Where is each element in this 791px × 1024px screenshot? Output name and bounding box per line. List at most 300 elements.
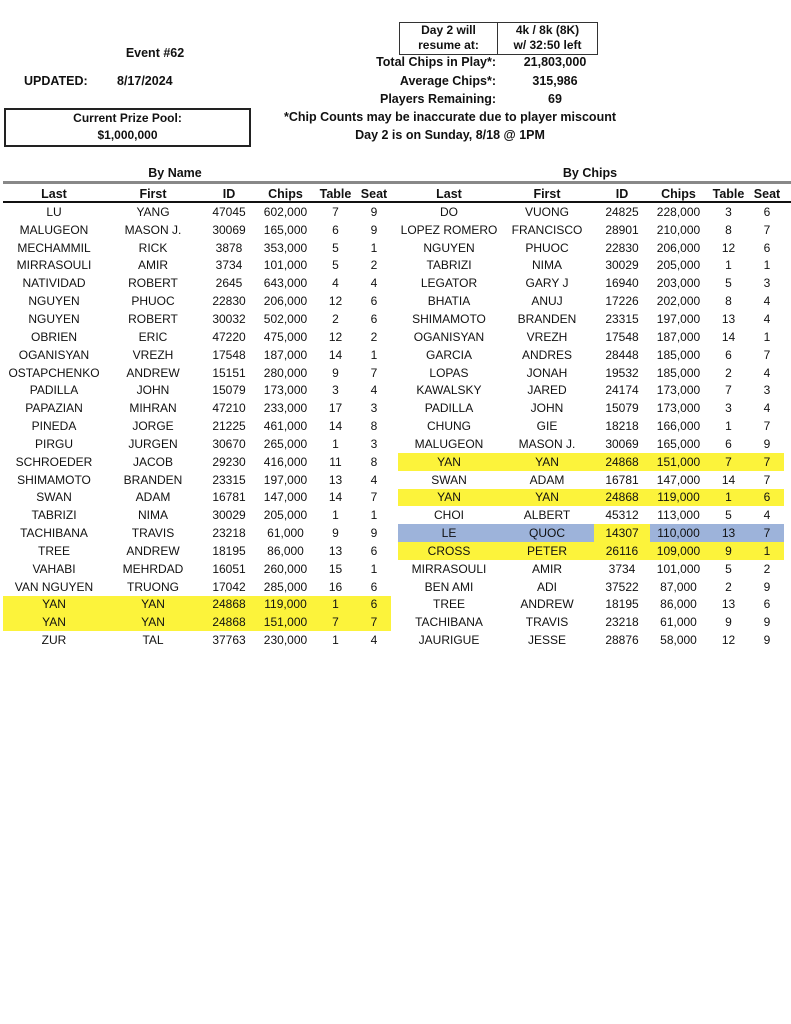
cell-id: 45312 (605, 508, 639, 523)
cell-seat: 1 (370, 240, 378, 255)
stat-players-remaining (280, 92, 620, 110)
cell-id: 3878 (215, 240, 243, 255)
table-row (3, 381, 391, 399)
cell-last: BEN AMI (424, 579, 474, 594)
cell-first: BRANDEN (517, 311, 577, 326)
cell-id: 30032 (212, 311, 246, 326)
stat-value: 69 (548, 92, 562, 106)
cell-table: 5 (725, 561, 732, 576)
cell-seat: 4 (763, 311, 771, 326)
cell-last: TABRIZI (426, 258, 472, 273)
cell-chips: 87,000 (660, 579, 697, 594)
cell-id: 47045 (212, 204, 246, 219)
cell-table: 3 (725, 204, 732, 219)
cell-first: JOHN (136, 383, 170, 398)
col-first: First (139, 186, 167, 201)
cell-table: 2 (725, 579, 732, 594)
cell-chips: 197,000 (263, 472, 308, 487)
cell-seat: 9 (763, 436, 771, 451)
cell-table: 12 (328, 329, 343, 344)
table-row (398, 578, 784, 596)
cell-table: 7 (332, 204, 339, 219)
cell-first: ADAM (529, 472, 565, 487)
cell-chips: 502,000 (263, 311, 308, 326)
cell-chips: 151,000 (257, 613, 314, 631)
stat-total-chips (280, 55, 620, 73)
cell-table: 15 (328, 561, 343, 576)
cell-chips: 197,000 (656, 311, 701, 326)
cell-chips: 233,000 (263, 401, 308, 416)
cell-last: LOPAS (429, 365, 469, 380)
stat-average-chips (280, 74, 620, 92)
cell-seat: 1 (370, 347, 378, 362)
cell-id: 3734 (215, 258, 243, 273)
cell-chips: 165,000 (656, 436, 701, 451)
cell-id: 24868 (201, 596, 257, 614)
cell-seat: 7 (750, 524, 784, 542)
cell-table: 9 (332, 365, 339, 380)
col-seat: Seat (753, 186, 781, 201)
cell-table: 17 (328, 401, 343, 416)
miscount-note: *Chip Counts may be inaccurate due to player miscount (283, 110, 616, 124)
cell-id: 14307 (594, 524, 650, 542)
cell-seat: 7 (370, 490, 378, 505)
cell-id: 2645 (215, 276, 243, 291)
col-table: Table (712, 186, 745, 201)
table-row (398, 631, 784, 649)
table-row (3, 435, 391, 453)
cell-table: 3 (725, 401, 732, 416)
cell-chips: 285,000 (263, 579, 308, 594)
cell-first: VREZH (132, 347, 174, 362)
cell-chips: 147,000 (263, 490, 308, 505)
cell-last: LEGATOR (420, 276, 478, 291)
cell-chips: 86,000 (660, 597, 697, 612)
cell-chips: 187,000 (656, 329, 701, 344)
table-row (398, 364, 784, 382)
cell-seat: 4 (370, 276, 378, 291)
cell-id: 37522 (605, 579, 639, 594)
cell-seat: 4 (763, 401, 771, 416)
cell-first: ADI (536, 579, 557, 594)
cell-table: 4 (332, 276, 339, 291)
cell-first: ANDREW (126, 543, 180, 558)
cell-last: LE (398, 524, 500, 542)
table-row (398, 292, 784, 310)
cell-first: MIHRAN (129, 401, 177, 416)
cell-id: 18195 (212, 543, 246, 558)
cell-first: YAN (500, 453, 594, 471)
table-row (398, 221, 784, 239)
cell-seat: 3 (763, 383, 771, 398)
cell-first: QUOC (500, 524, 594, 542)
cell-last: JAURIGUE (418, 633, 480, 648)
cell-last: LU (46, 204, 62, 219)
cell-chips: 280,000 (263, 365, 308, 380)
cell-seat: 1 (370, 508, 378, 523)
cell-table: 13 (707, 524, 750, 542)
table-row (3, 524, 391, 542)
cell-id: 16940 (605, 276, 639, 291)
cell-seat: 1 (370, 561, 378, 576)
table-row (3, 417, 391, 435)
cell-first: FRANCISCO (511, 222, 583, 237)
cell-seat: 2 (370, 258, 378, 273)
cell-id: 15079 (605, 401, 639, 416)
cell-table: 11 (329, 454, 342, 469)
cell-seat: 9 (370, 222, 378, 237)
cell-seat: 7 (357, 613, 391, 631)
cell-table: 16 (328, 579, 343, 594)
table-row (398, 328, 784, 346)
cell-id: 28901 (605, 222, 639, 237)
table-row (3, 364, 391, 382)
resume-value-line2: w/ 32:50 left (513, 38, 582, 52)
cell-last: YAN (398, 453, 500, 471)
cell-first: JOHN (530, 401, 564, 416)
cell-table: 14 (721, 329, 736, 344)
cell-last: DO (440, 204, 458, 219)
cell-last: SHIMAMOTO (17, 472, 91, 487)
cell-seat: 6 (763, 240, 771, 255)
cell-chips: 602,000 (263, 204, 308, 219)
cell-table: 2 (332, 311, 339, 326)
cell-last: NATIVIDAD (22, 276, 86, 291)
cell-id: 24868 (594, 489, 650, 507)
cell-id: 24825 (605, 204, 639, 219)
cell-first: TAL (142, 633, 164, 648)
cell-first: NIMA (138, 508, 168, 523)
cell-last: YAN (398, 489, 500, 507)
table-row (3, 203, 391, 221)
cell-first: ALBERT (523, 508, 571, 523)
cell-last: SWAN (36, 490, 72, 505)
table-row (3, 310, 391, 328)
cell-first: JESSE (527, 633, 566, 648)
cell-chips: 205,000 (263, 508, 308, 523)
cell-chips: 61,000 (267, 526, 304, 541)
cell-id: 16051 (212, 561, 246, 576)
cell-last: SWAN (431, 472, 467, 487)
cell-table: 12 (721, 240, 736, 255)
table-row (3, 489, 391, 507)
stat-label: Average Chips*: (399, 74, 496, 88)
cell-chips: 173,000 (263, 383, 308, 398)
cell-id: 22830 (212, 294, 246, 309)
cell-id: 47220 (212, 329, 246, 344)
cell-chips: 113,000 (657, 508, 700, 523)
cell-first: MASON J. (124, 222, 182, 237)
cell-chips: 187,000 (263, 347, 308, 362)
cell-id: 16781 (212, 490, 246, 505)
cell-first: GIE (536, 419, 558, 434)
cell-last: OGANISYAN (413, 329, 485, 344)
cell-seat: 6 (370, 579, 378, 594)
cell-id: 22830 (605, 240, 639, 255)
table-row (398, 542, 784, 560)
cell-first: VUONG (524, 204, 569, 219)
cell-last: PADILLA (29, 383, 79, 398)
resume-label-line1: Day 2 will (421, 23, 476, 37)
cell-last: PIRGU (34, 436, 73, 451)
cell-seat: 7 (763, 419, 771, 434)
cell-last: ZUR (41, 633, 67, 648)
updated-date: 8/17/2024 (117, 74, 173, 88)
cell-last: GARCIA (425, 347, 472, 362)
cell-table: 1 (332, 633, 339, 648)
by-chips-table (398, 184, 784, 649)
cell-id: 15151 (212, 365, 246, 380)
cell-seat: 7 (763, 347, 771, 362)
cell-table: 7 (725, 383, 732, 398)
cell-chips: 228,000 (656, 204, 701, 219)
updated-label: UPDATED: (24, 74, 88, 88)
cell-id: 17548 (212, 347, 246, 362)
cell-last: OGANISYAN (18, 347, 90, 362)
table-row (3, 274, 391, 292)
cell-chips: 151,000 (650, 453, 707, 471)
cell-first: MASON J. (518, 436, 576, 451)
cell-chips: 166,000 (656, 419, 701, 434)
cell-seat: 8 (370, 454, 378, 469)
cell-table: 14 (721, 472, 736, 487)
cell-id: 28448 (605, 347, 639, 362)
cell-last: SHIMAMOTO (412, 311, 486, 326)
by-name-title: By Name (148, 166, 202, 180)
cell-table: 6 (725, 347, 732, 362)
cell-last: CHOI (434, 508, 464, 523)
table-row (3, 399, 391, 417)
col-last: Last (436, 186, 462, 201)
col-seat: Seat (360, 186, 388, 201)
cell-seat: 7 (370, 365, 378, 380)
cell-id: 23315 (605, 311, 639, 326)
cell-first: YAN (105, 613, 201, 631)
cell-chips: 119,000 (650, 489, 707, 507)
stat-label: Total Chips in Play*: (376, 55, 496, 69)
col-chips: Chips (268, 186, 303, 201)
cell-seat: 3 (370, 436, 378, 451)
cell-seat: 4 (370, 472, 378, 487)
cell-chips: 173,000 (656, 401, 701, 416)
resume-value-line1: 4k / 8k (8K) (515, 23, 580, 37)
col-id: ID (222, 186, 236, 201)
cell-chips: 475,000 (263, 329, 308, 344)
cell-id: 37763 (212, 633, 246, 648)
cell-chips: 205,000 (656, 258, 701, 273)
cell-last: MALUGEON (19, 222, 89, 237)
cell-id: 30670 (212, 436, 246, 451)
cell-seat: 6 (763, 204, 771, 219)
cell-last: YAN (3, 613, 105, 631)
cell-last: PAPAZIAN (25, 401, 83, 416)
cell-id: 28876 (605, 633, 639, 648)
cell-table: 5 (332, 240, 339, 255)
resume-box (399, 22, 598, 55)
day2-note: Day 2 is on Sunday, 8/18 @ 1PM (355, 128, 545, 142)
cell-seat: 7 (750, 453, 784, 471)
cell-id: 18218 (605, 419, 639, 434)
cell-seat: 6 (763, 597, 771, 612)
cell-first: MEHRDAD (122, 561, 184, 576)
cell-chips: 185,000 (656, 347, 701, 362)
col-first: First (533, 186, 561, 201)
cell-last: LOPEZ ROMERO (400, 222, 498, 237)
table-row (398, 274, 784, 292)
resume-label-line2: resume at: (418, 38, 479, 52)
cell-seat: 4 (763, 508, 771, 523)
cell-seat: 9 (763, 633, 771, 648)
cell-id: 18195 (605, 597, 639, 612)
cell-chips: 203,000 (656, 276, 701, 291)
cell-chips: 416,000 (263, 454, 308, 469)
cell-seat: 6 (750, 489, 784, 507)
cell-last: TREE (37, 543, 70, 558)
cell-chips: 147,000 (656, 472, 701, 487)
cell-last: TABRIZI (31, 508, 77, 523)
cell-first: JACOB (132, 454, 173, 469)
cell-chips: 206,000 (263, 294, 308, 309)
cell-id: 15079 (212, 383, 246, 398)
cell-first: JARED (527, 383, 567, 398)
table-row (398, 346, 784, 364)
cell-table: 12 (328, 294, 343, 309)
cell-chips: 165,000 (263, 222, 308, 237)
by-name-table (3, 184, 391, 649)
col-id: ID (615, 186, 629, 201)
cell-table: 14 (328, 490, 343, 505)
cell-first: AMIR (532, 561, 562, 576)
cell-first: JORGE (132, 419, 174, 434)
resume-value (498, 23, 597, 54)
cell-seat: 4 (370, 383, 378, 398)
table-row (3, 560, 391, 578)
table-row (398, 381, 784, 399)
cell-last: BHATIA (427, 294, 471, 309)
cell-first: ANDREW (520, 597, 574, 612)
table-row (398, 524, 784, 542)
cell-id: 17042 (212, 579, 246, 594)
cell-first: YAN (105, 596, 201, 614)
cell-first: ANUJ (531, 294, 563, 309)
header-row (398, 184, 784, 203)
cell-id: 19532 (605, 365, 639, 380)
cell-last: KAWALSKY (416, 383, 482, 398)
cell-id: 30029 (212, 508, 246, 523)
table-row (398, 560, 784, 578)
cell-seat: 9 (370, 204, 378, 219)
table-row (3, 453, 391, 471)
col-table: Table (319, 186, 352, 201)
cell-seat: 9 (763, 615, 771, 630)
cell-seat: 9 (763, 579, 771, 594)
cell-chips: 210,000 (656, 222, 701, 237)
table-row (398, 453, 784, 471)
cell-first: TRAVIS (131, 526, 175, 541)
cell-last: YAN (3, 596, 105, 614)
cell-chips: 643,000 (263, 276, 308, 291)
cell-table: 13 (721, 311, 736, 326)
cell-last: MIRRASOULI (411, 561, 487, 576)
cell-id: 17226 (605, 294, 639, 309)
cell-last: CROSS (398, 542, 500, 560)
cell-id: 21225 (212, 419, 246, 434)
cell-last: CHUNG (427, 419, 471, 434)
cell-id: 24174 (605, 383, 639, 398)
cell-id: 17548 (605, 329, 639, 344)
cell-chips: 110,000 (650, 524, 707, 542)
table-row (398, 239, 784, 257)
cell-id: 23315 (212, 472, 246, 487)
cell-table: 1 (725, 258, 732, 273)
resume-label (400, 23, 498, 54)
cell-table: 9 (332, 526, 339, 541)
cell-first: JONAH (526, 365, 568, 380)
cell-first: ADAM (135, 490, 171, 505)
cell-table: 7 (314, 613, 357, 631)
cell-first: NIMA (532, 258, 562, 273)
table-row (398, 257, 784, 275)
stat-value: 21,803,000 (523, 55, 587, 69)
prize-pool-label: Current Prize Pool: (73, 111, 182, 125)
table-row (3, 328, 391, 346)
cell-last: TACHIBANA (415, 615, 483, 630)
cell-table: 12 (721, 633, 736, 648)
prize-pool-value: $1,000,000 (97, 128, 158, 142)
cell-seat: 6 (370, 294, 378, 309)
cell-last: MIRRASOULI (16, 258, 92, 273)
cell-seat: 7 (763, 472, 771, 487)
table-row (3, 292, 391, 310)
cell-last: MECHAMMIL (17, 240, 91, 255)
cell-id: 30069 (212, 222, 246, 237)
cell-seat: 6 (370, 311, 378, 326)
table-row (398, 417, 784, 435)
by-chips-title: By Chips (562, 166, 618, 180)
cell-id: 24868 (594, 453, 650, 471)
table-row (398, 471, 784, 489)
stat-value: 315,986 (532, 74, 578, 88)
cell-seat: 2 (370, 329, 378, 344)
table-row (3, 471, 391, 489)
cell-chips: 353,000 (263, 240, 308, 255)
cell-table: 5 (332, 258, 339, 273)
header-row (3, 184, 391, 203)
cell-chips: 230,000 (263, 633, 308, 648)
cell-last: NGUYEN (423, 240, 475, 255)
cell-seat: 1 (763, 258, 771, 273)
cell-chips: 260,000 (263, 561, 308, 576)
cell-seat: 7 (763, 222, 771, 237)
cell-chips: 265,000 (263, 436, 308, 451)
cell-first: ANDRES (521, 347, 572, 362)
table-row (3, 506, 391, 524)
cell-table: 14 (328, 419, 343, 434)
cell-first: PHUOC (525, 240, 569, 255)
cell-id: 16781 (605, 472, 639, 487)
cell-table: 7 (707, 453, 750, 471)
cell-table: 13 (328, 472, 343, 487)
cell-table: 14 (328, 347, 343, 362)
cell-last: TACHIBANA (20, 526, 88, 541)
cell-chips: 101,000 (263, 258, 308, 273)
cell-seat: 6 (357, 596, 391, 614)
table-row (3, 596, 391, 614)
cell-id: 26116 (594, 542, 650, 560)
table-row (398, 506, 784, 524)
cell-seat: 9 (370, 526, 378, 541)
cell-chips: 101,000 (656, 561, 701, 576)
